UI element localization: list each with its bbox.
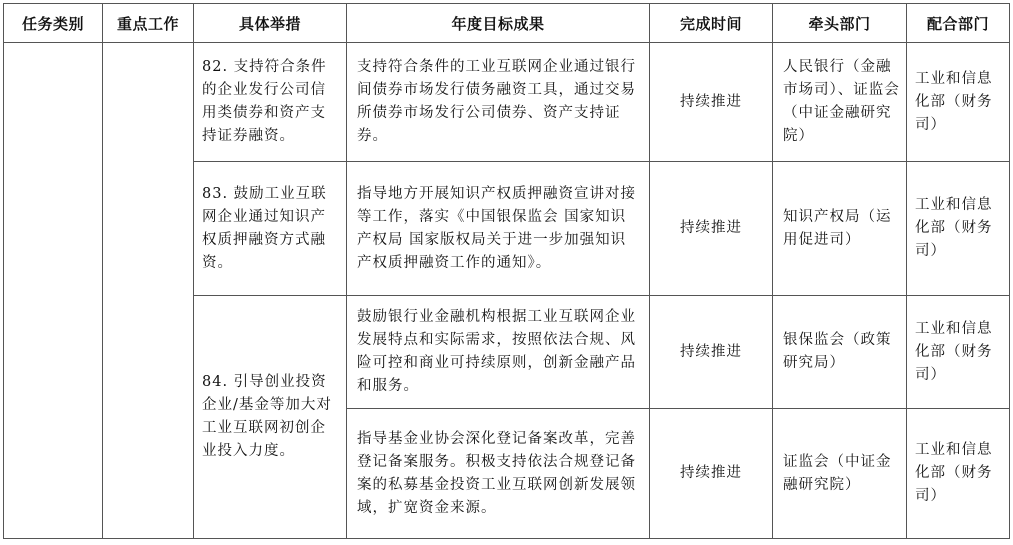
header-measures: 具体举措: [194, 4, 347, 43]
header-annual-goal: 年度目标成果: [347, 4, 650, 43]
measure-cell: 82. 支持符合条件的企业发行公司信用类债券和资产支持证券融资。: [194, 43, 347, 162]
coop-dept-cell: 工业和信息化部（财务司）: [907, 296, 1010, 409]
coop-dept-cell: 工业和信息化部（财务司）: [907, 43, 1010, 162]
table-row: [4, 43, 1010, 162]
coop-dept-cell: 工业和信息化部（财务司）: [907, 162, 1010, 296]
time-cell: 持续推进: [650, 162, 773, 296]
time-cell: 持续推进: [650, 409, 773, 539]
lead-dept-cell: 人民银行（金融市场司）、证监会（中证金融研究院）: [773, 43, 907, 162]
goal-cell: 指导地方开展知识产权质押融资宣讲对接等工作，落实《中国银保监会 国家知识产权局 国家版权局关于进一步加强知识产权质押融资工作的通知》。: [347, 162, 650, 296]
header-row: [4, 4, 1010, 43]
header-task-type: 任务类别: [4, 4, 103, 43]
lead-dept-cell: 知识产权局（运用促进司）: [773, 162, 907, 296]
lead-dept-cell: 银保监会（政策研究局）: [773, 296, 907, 409]
task-type-cell: [4, 43, 103, 539]
goal-cell: 鼓励银行业金融机构根据工业互联网企业发展特点和实际需求，按照依法合规、风险可控和商业可持续原则，创新金融产品和服务。: [347, 296, 650, 409]
header-key-work: 重点工作: [103, 4, 194, 43]
goal-cell: 支持符合条件的工业互联网企业通过银行间债券市场发行债务融资工具，通过交易所债券市场发行公司债券、资产支持证券。: [347, 43, 650, 162]
header-coop-dept: 配合部门: [907, 4, 1010, 43]
task-table: [3, 3, 1010, 539]
goal-cell: 指导基金业协会深化登记备案改革，完善登记备案服务。积极支持依法合规登记备案的私募基金投资工业互联网创新发展领域，扩宽资金来源。: [347, 409, 650, 539]
time-cell: 持续推进: [650, 296, 773, 409]
lead-dept-cell: 证监会（中证金融研究院）: [773, 409, 907, 539]
header-completion-time: 完成时间: [650, 4, 773, 43]
measure-cell: 84. 引导创业投资企业/基金等加大对工业互联网初创企业投入力度。: [194, 296, 347, 539]
key-work-cell: [103, 43, 194, 539]
measure-cell: 83. 鼓励工业互联网企业通过知识产权质押融资方式融资。: [194, 162, 347, 296]
coop-dept-cell: 工业和信息化部（财务司）: [907, 409, 1010, 539]
header-lead-dept: 牵头部门: [773, 4, 907, 43]
time-cell: 持续推进: [650, 43, 773, 162]
